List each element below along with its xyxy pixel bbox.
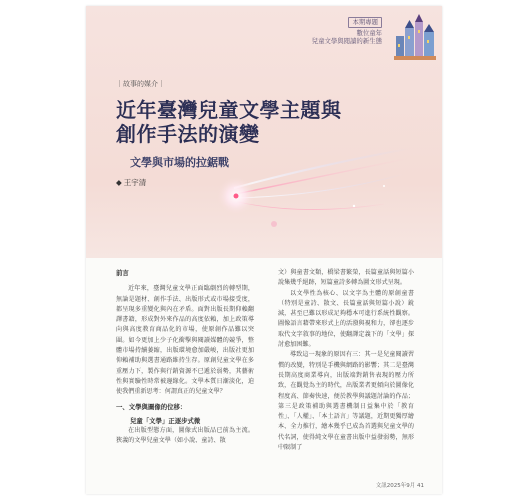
col2-paragraph-1: 文）與童書文類，橋梁書繁榮，長篇童話與短篇小說集幾乎絕跡，短篇童詩多轉為圖文形式呈現。 [278,269,414,287]
diamond-icon: ◆ [116,178,122,187]
story-tag-label: 故事的媒介 [123,80,158,88]
article-title-line1: 近年臺灣兒童文學主題與 [116,98,342,122]
body-column-right [278,268,414,453]
castle-illustration-icon [394,14,436,60]
author-line [116,177,146,188]
comet-illustration-icon [214,146,414,246]
page-footer: 文訊2025年9月 41 [375,483,424,489]
column-label [312,17,382,46]
magazine-page [86,6,442,494]
body-column-left [116,268,254,446]
section-paragraph: 在出版型態方面，圖像式出版品已前為主流。狹義的文學兒童文學（如小說、童詩、散 [116,426,254,444]
intro-heading: 前言 [116,269,129,277]
column-tag: 本期專題 [348,17,382,28]
section-heading: 一、文學與圖像的位移： [116,402,187,411]
story-tag: ｜故事的媒介｜ [116,80,165,88]
article-title-line2: 創作手法的演變 [116,122,260,146]
column-line1: 數位童年 [356,28,382,37]
article-subtitle: 文學與市場的拉鋸戰 [130,156,229,169]
col2-paragraph-2: 以文學性為核心、以文字為主體的原創童書（特別是童詩、散文、長篇童話與短篇小說）銳減，甚至已難以形成足夠穩本可進行系統性觀察。圖像語言藉帶來形式上的活潑與視和力，卻也逐步取代文字敘事的地位，使翻譯定義下的「文學」探討愈加困難。 [278,289,414,349]
section-subheading: 兒童「文學」正逐步式微 [130,416,201,425]
intro-paragraph: 近年來，臺灣兒童文學正面臨劇烈的轉型期，無論是題材、創作手法、出版形式或市場接受度，都呈現多重變化與內在矛盾。面對出版長期仰賴翻譯書籍，形成對外來作品的高度依賴，加上政策導向與高度教育商品化的市場，使原創作品難以突圍。如今更加上少子化衝擊與閱讀媒體的競爭，整體市場持續萎縮，出版環境愈加嚴峻，出版社更加仰賴補助與選書通路維持生存。原創兒童文學在多重壓力下，製作與行銷資源不已遞於弱勢，其藝術性與實驗性時常被邊緣化。文學本質日漸淡化，迫使我們重新思考：何謂真正的兒童文學？ [116,285,254,396]
column-line2: 兒童文學與閱讀的新生態 [311,37,382,46]
author-name: 王宇清 [123,178,147,187]
col2-paragraph-3: 導致這一現象的原因有三：其一是兒童閱讀習慣的改變，特別是手機與網路的影響；其二是臺灣長期高度商業導向，出版端對銷售表現的壓力所致，在觀覺為主的時代，出版業者更傾向於圖像化程度高、節奏快速，便於教學與議題討論的作品；第三是政策補助與選書機制日益集中於「教育性」、「人權」、「本土語言」等議題，近期更獨厚繪本、全力推行，繪本幾乎已成為首選與兒童文學的代名詞，使得純文學在童書出版中益發弱勢，無形中限制了 [278,351,414,452]
article-title [116,98,342,146]
